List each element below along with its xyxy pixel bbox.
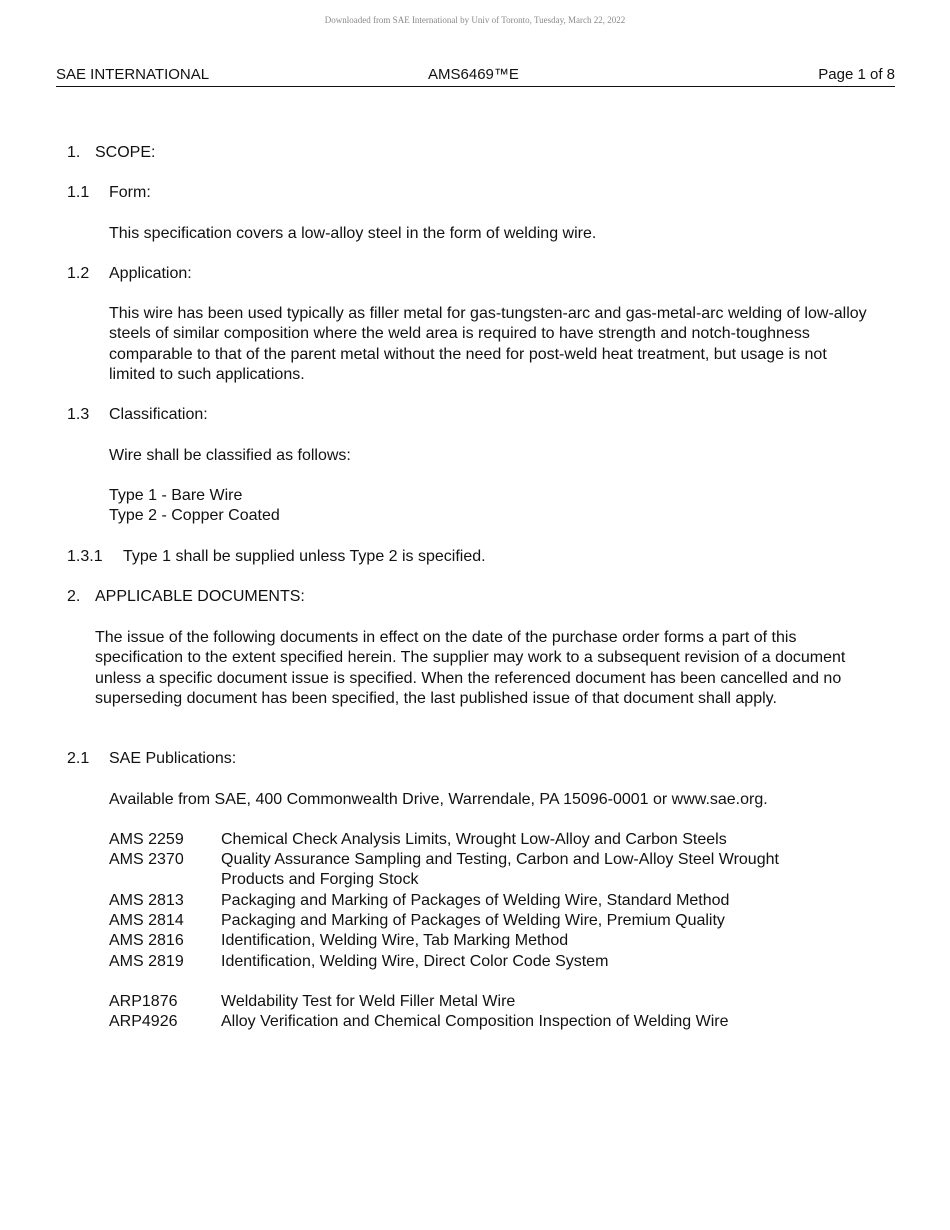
- section-1-title: SCOPE:: [95, 144, 156, 161]
- document-number: AMS6469™E: [428, 66, 519, 83]
- reference-code: AMS 2813: [109, 892, 184, 909]
- reference-title: Identification, Welding Wire, Tab Marking Method: [221, 932, 569, 949]
- publisher-name: SAE INTERNATIONAL: [56, 66, 210, 83]
- section-1-2-title: Application:: [109, 265, 192, 282]
- section-2-text: The issue of the following documents in effect on the date of the purchase order forms a part of this specification to the extent specified herein. The supplier may work to a subsequent revision of a document unless a specific document issue is specified. When the referenced document has been cancelled and no superseding document has been specified, the last published issue of that document shall apply.: [95, 629, 846, 707]
- section-2-1-number: 2.1: [67, 750, 90, 767]
- section-1-3-1-number: 1.3.1: [67, 548, 103, 565]
- section-2-number: 2.: [67, 588, 81, 605]
- type-1-item: Type 1 - Bare Wire: [109, 487, 243, 504]
- section-2-1-title: SAE Publications:: [109, 750, 237, 767]
- page-header: [56, 66, 895, 87]
- reference-title: Quality Assurance Sampling and Testing, Carbon and Low-Alloy Steel Wrought Products and Forging Stock: [221, 851, 779, 889]
- section-1-3-number: 1.3: [67, 406, 90, 423]
- section-1-number: 1.: [67, 144, 81, 161]
- reference-title: Packaging and Marking of Packages of Welding Wire, Standard Method: [221, 892, 730, 909]
- reference-code: ARP1876: [109, 993, 178, 1010]
- reference-code: ARP4926: [109, 1013, 178, 1030]
- section-1-3-text: Wire shall be classified as follows:: [109, 447, 351, 464]
- reference-code: AMS 2259: [109, 831, 184, 848]
- reference-code: AMS 2816: [109, 932, 184, 949]
- download-watermark: Downloaded from SAE International by Univ of Toronto, Tuesday, March 22, 2022: [324, 15, 626, 25]
- reference-code: AMS 2819: [109, 953, 184, 970]
- reference-code: AMS 2814: [109, 912, 184, 929]
- section-1-1-text: This specification covers a low-alloy steel in the form of welding wire.: [109, 225, 597, 242]
- page-number: Page 1 of 8: [818, 66, 895, 83]
- section-2-1-text: Available from SAE, 400 Commonwealth Drive, Warrendale, PA 15096-0001 or www.sae.org.: [109, 791, 768, 808]
- section-1-3-title: Classification:: [109, 406, 208, 423]
- reference-title: Weldability Test for Weld Filler Metal Wire: [221, 993, 516, 1010]
- type-2-item: Type 2 - Copper Coated: [109, 507, 280, 524]
- section-2-title: APPLICABLE DOCUMENTS:: [95, 588, 305, 605]
- reference-title: Alloy Verification and Chemical Composition Inspection of Welding Wire: [221, 1013, 729, 1030]
- reference-title: Identification, Welding Wire, Direct Color Code System: [221, 953, 609, 970]
- section-1-1-title: Form:: [109, 184, 151, 201]
- reference-code: AMS 2370: [109, 851, 184, 868]
- section-1-3-1-text: Type 1 shall be supplied unless Type 2 is specified.: [123, 548, 486, 565]
- section-1-2-text: This wire has been used typically as filler metal for gas-tungsten-arc and gas-metal-arc welding of low-alloy steels of similar composition where the weld area is required to have strength and notch-toughness comparable to that of the parent metal without the need for post-weld heat treatment, but usage is not limited to such applications.: [109, 305, 867, 383]
- reference-title: Packaging and Marking of Packages of Welding Wire, Premium Quality: [221, 912, 725, 929]
- section-1-1-number: 1.1: [67, 184, 90, 201]
- reference-title: Chemical Check Analysis Limits, Wrought Low-Alloy and Carbon Steels: [221, 831, 727, 848]
- section-1-2-number: 1.2: [67, 265, 90, 282]
